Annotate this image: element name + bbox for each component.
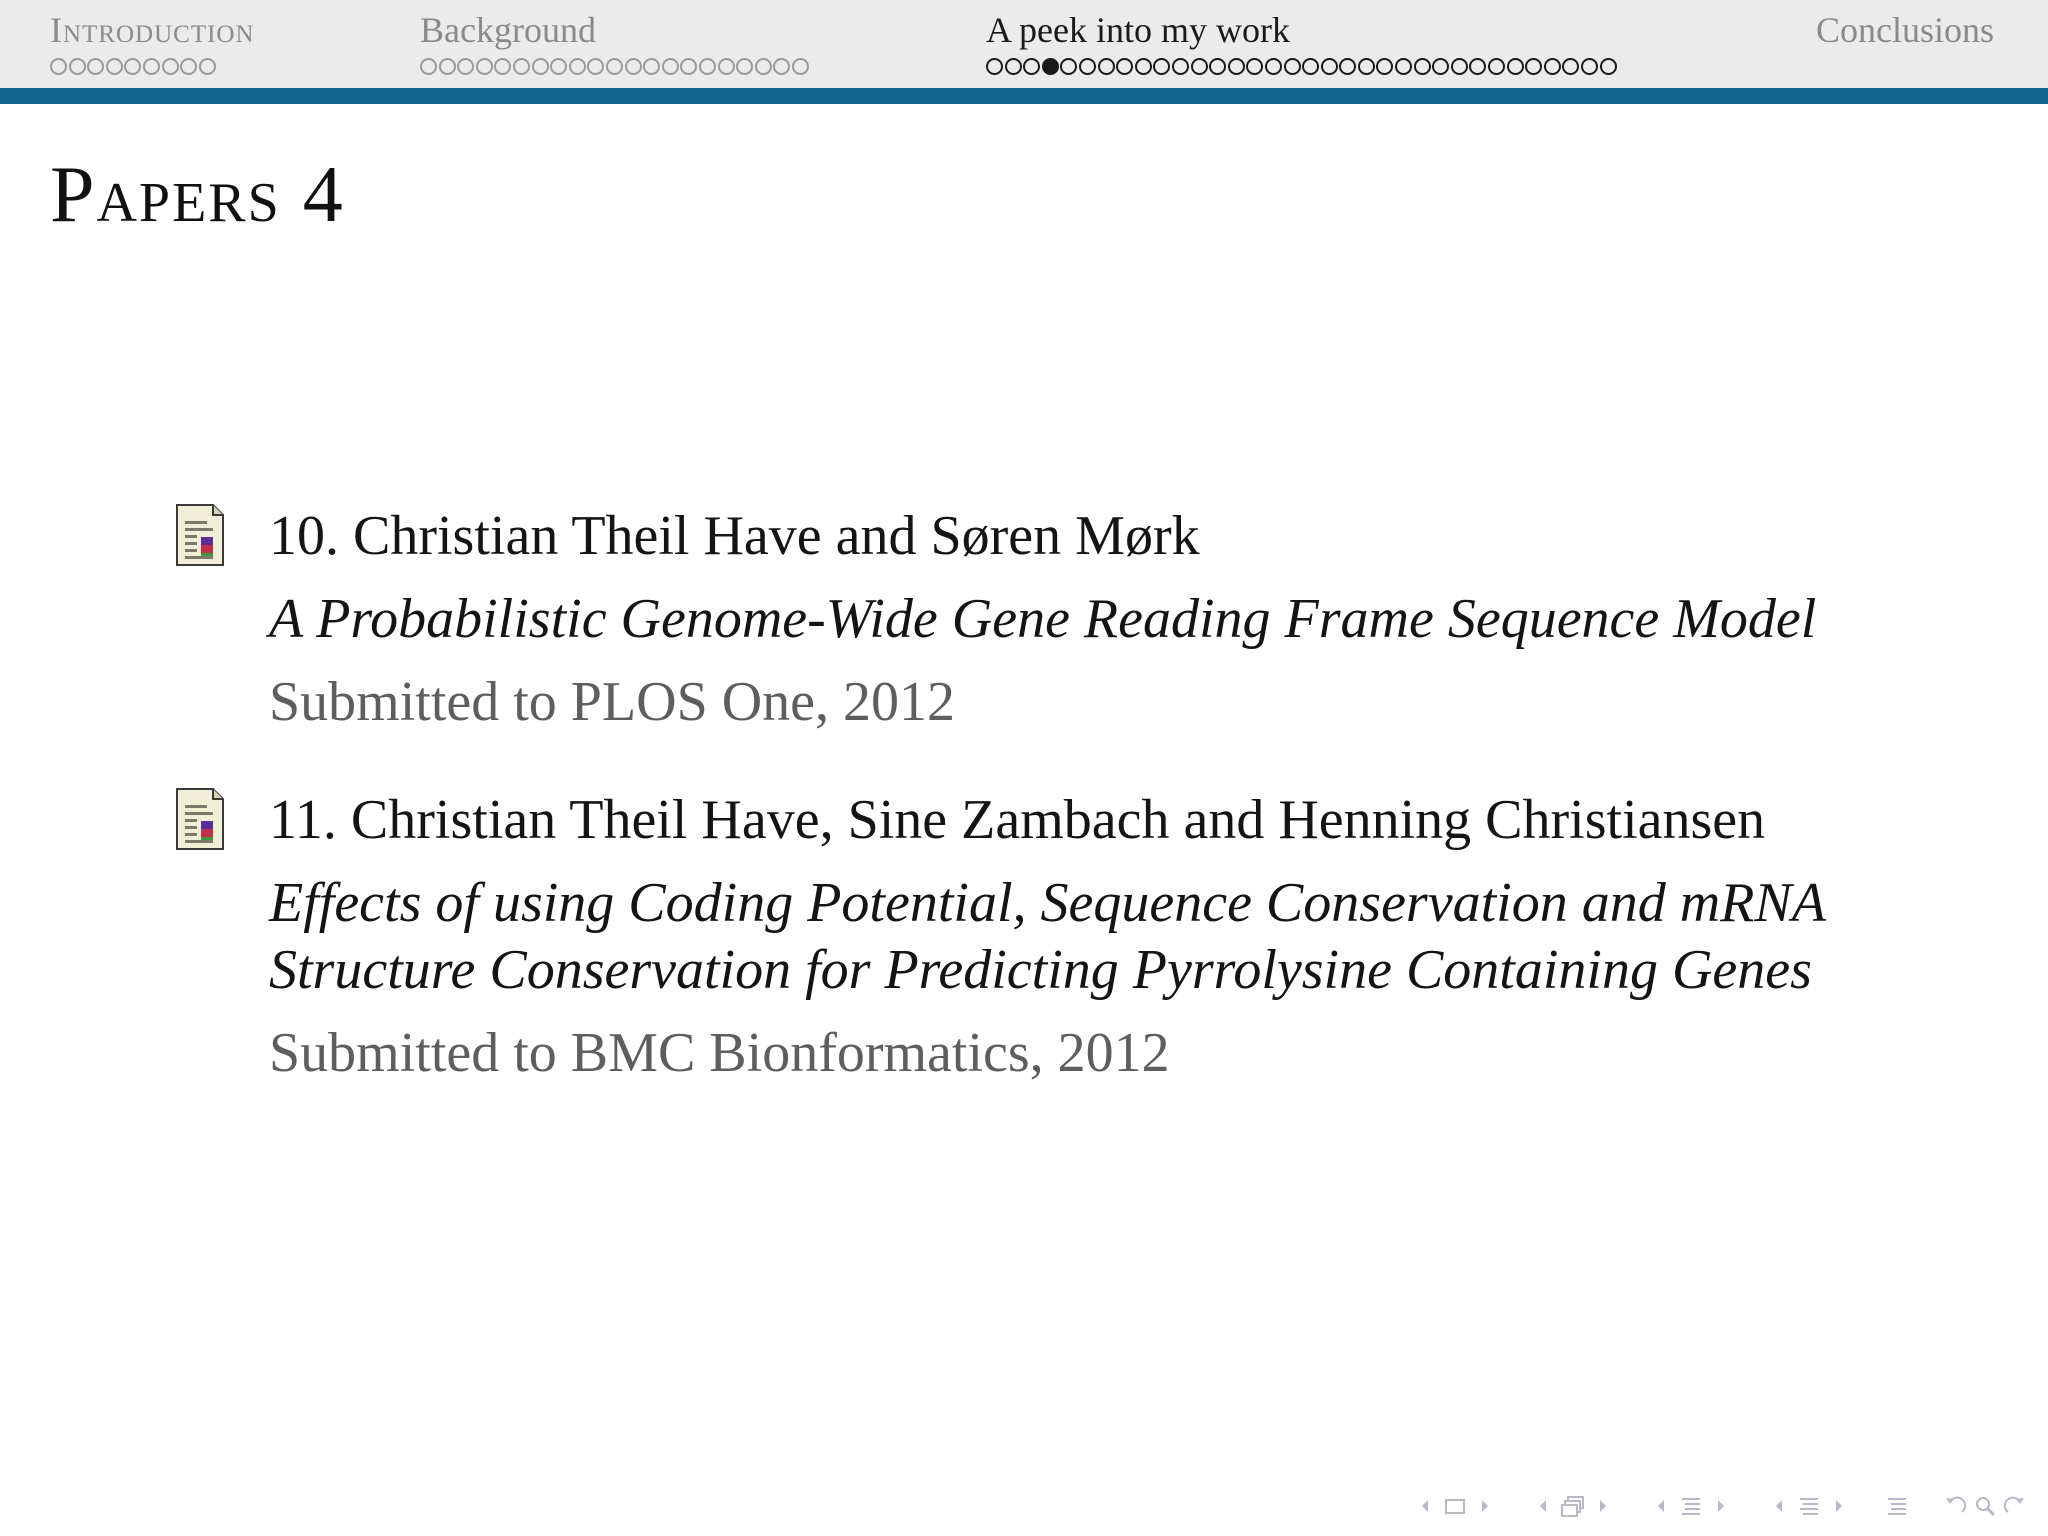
frame-dot[interactable] — [1451, 58, 1468, 75]
current-frame-dot[interactable] — [1042, 58, 1059, 75]
frame-dot[interactable] — [1191, 58, 1208, 75]
nav-section-title[interactable]: Introduction — [50, 10, 255, 50]
nav-section-peek-into-my-work[interactable] — [986, 8, 1617, 75]
frame-dot[interactable] — [1376, 58, 1393, 75]
nav-spacer — [1500, 1490, 1528, 1522]
frame-dot[interactable] — [1469, 58, 1486, 75]
frame-dot[interactable] — [1005, 58, 1022, 75]
nav-spacer — [1618, 1490, 1646, 1522]
frame-dot[interactable] — [1358, 58, 1375, 75]
frame-title: Papers 4 — [50, 151, 345, 239]
frame-dot[interactable] — [1135, 58, 1152, 75]
frame-dot[interactable] — [1172, 58, 1189, 75]
next-section-arrow-icon[interactable] — [1824, 1490, 1854, 1522]
frame-dot[interactable] — [1562, 58, 1579, 75]
nav-section-conclusions[interactable] — [1816, 8, 1994, 52]
frame-dot[interactable] — [643, 58, 660, 75]
frame-dot[interactable] — [124, 58, 141, 75]
frame-dot[interactable] — [162, 58, 179, 75]
beamer-navigation-symbols — [1410, 1490, 2030, 1522]
frame-dot[interactable] — [1265, 58, 1282, 75]
frame-dot[interactable] — [1525, 58, 1542, 75]
frame-dot[interactable] — [50, 58, 67, 75]
frame-dot[interactable] — [1321, 58, 1338, 75]
bib-title: Effects of using Coding Potential, Sequence Conservation and mRNA Structure Conservation for Predicting Pyrrolysine Containing Genes — [269, 872, 1825, 1001]
frame-dot[interactable] — [1116, 58, 1133, 75]
section-icon[interactable] — [1794, 1490, 1824, 1522]
frame-dot[interactable] — [1488, 58, 1505, 75]
subsection-icon[interactable] — [1676, 1490, 1706, 1522]
frame-dot[interactable] — [69, 58, 86, 75]
frame-dot[interactable] — [986, 58, 1003, 75]
frame-dot[interactable] — [1023, 58, 1040, 75]
bibliography-text — [269, 787, 1869, 1087]
next-frame-arrow-icon[interactable] — [1588, 1490, 1618, 1522]
frame-dot[interactable] — [662, 58, 679, 75]
frame-dot[interactable] — [1544, 58, 1561, 75]
frame-dot[interactable] — [457, 58, 474, 75]
nav-frame-dots — [420, 58, 809, 75]
frame-dot[interactable] — [420, 58, 437, 75]
bibliography-text — [269, 503, 1869, 736]
frame-dot[interactable] — [1432, 58, 1449, 75]
nav-section-title[interactable]: Conclusions — [1816, 10, 1995, 50]
frame-dot[interactable] — [625, 58, 642, 75]
frame-dot[interactable] — [199, 58, 216, 75]
frame-dot[interactable] — [476, 58, 493, 75]
nav-section-title[interactable]: Background — [420, 10, 596, 50]
previous-section-arrow-icon[interactable] — [1764, 1490, 1794, 1522]
frame-dot[interactable] — [1581, 58, 1598, 75]
frame-dot[interactable] — [680, 58, 697, 75]
nav-section-title[interactable]: A peek into my work — [986, 10, 1290, 50]
nav-frame-dots — [986, 58, 1617, 75]
next-slide-arrow-icon[interactable] — [1470, 1490, 1500, 1522]
frame-dot[interactable] — [1414, 58, 1431, 75]
frame-dot[interactable] — [755, 58, 772, 75]
frame-dot[interactable] — [699, 58, 716, 75]
frame-dot[interactable] — [1246, 58, 1263, 75]
slide-icon[interactable] — [1440, 1490, 1470, 1522]
frame-dot[interactable] — [1507, 58, 1524, 75]
bib-title: A Probabilistic Genome-Wide Gene Reading Frame Sequence Model — [269, 588, 1817, 650]
frame-dot[interactable] — [439, 58, 456, 75]
bib-authors: 10. Christian Theil Have and Søren Mørk — [269, 505, 1200, 567]
document-icon[interactable] — [1882, 1490, 1912, 1522]
section-navigation-bar — [0, 0, 2048, 88]
previous-subsection-arrow-icon[interactable] — [1646, 1490, 1676, 1522]
frame-dot[interactable] — [1302, 58, 1319, 75]
frame-dot[interactable] — [736, 58, 753, 75]
article-icon — [175, 787, 225, 851]
nav-frame-dots — [50, 58, 255, 75]
next-subsection-arrow-icon[interactable] — [1706, 1490, 1736, 1522]
frame-dot[interactable] — [606, 58, 623, 75]
frame-dot[interactable] — [87, 58, 104, 75]
previous-frame-arrow-icon[interactable] — [1528, 1490, 1558, 1522]
frame-dot[interactable] — [1339, 58, 1356, 75]
forward-arrow-icon[interactable] — [2000, 1490, 2030, 1522]
frame-dot[interactable] — [1079, 58, 1096, 75]
frame-dot[interactable] — [773, 58, 790, 75]
nav-spacer — [1854, 1490, 1882, 1522]
frame-dot[interactable] — [143, 58, 160, 75]
frame-dot[interactable] — [1209, 58, 1226, 75]
back-arrow-icon[interactable] — [1940, 1490, 1970, 1522]
nav-section-background[interactable] — [420, 8, 809, 75]
bib-venue: Submitted to PLOS One, 2012 — [269, 671, 956, 733]
frame-icon[interactable] — [1558, 1490, 1588, 1522]
previous-slide-arrow-icon[interactable] — [1410, 1490, 1440, 1522]
frame-dot[interactable] — [1060, 58, 1077, 75]
frame-dot[interactable] — [1600, 58, 1617, 75]
frame-dot[interactable] — [550, 58, 567, 75]
bib-venue: Submitted to BMC Bionformatics, 2012 — [269, 1022, 1170, 1084]
nav-spacer — [1912, 1490, 1940, 1522]
frame-dot[interactable] — [1228, 58, 1245, 75]
frame-dot[interactable] — [1395, 58, 1412, 75]
frame-dot[interactable] — [494, 58, 511, 75]
nav-section-introduction[interactable] — [50, 8, 255, 75]
frame-dot[interactable] — [1153, 58, 1170, 75]
frame-dot[interactable] — [532, 58, 549, 75]
frame-dot[interactable] — [587, 58, 604, 75]
header-rule — [0, 88, 2048, 104]
article-icon — [175, 503, 225, 567]
frame-dot[interactable] — [1284, 58, 1301, 75]
bib-authors: 11. Christian Theil Have, Sine Zambach and Henning Christiansen — [269, 789, 1766, 851]
frame-dot[interactable] — [180, 58, 197, 75]
frame-dot[interactable] — [513, 58, 530, 75]
nav-spacer — [1736, 1490, 1764, 1522]
frame-dot[interactable] — [718, 58, 735, 75]
frame-dot[interactable] — [792, 58, 809, 75]
search-icon[interactable] — [1970, 1490, 2000, 1522]
frame-dot[interactable] — [106, 58, 123, 75]
frame-dot[interactable] — [569, 58, 586, 75]
frame-dot[interactable] — [1098, 58, 1115, 75]
